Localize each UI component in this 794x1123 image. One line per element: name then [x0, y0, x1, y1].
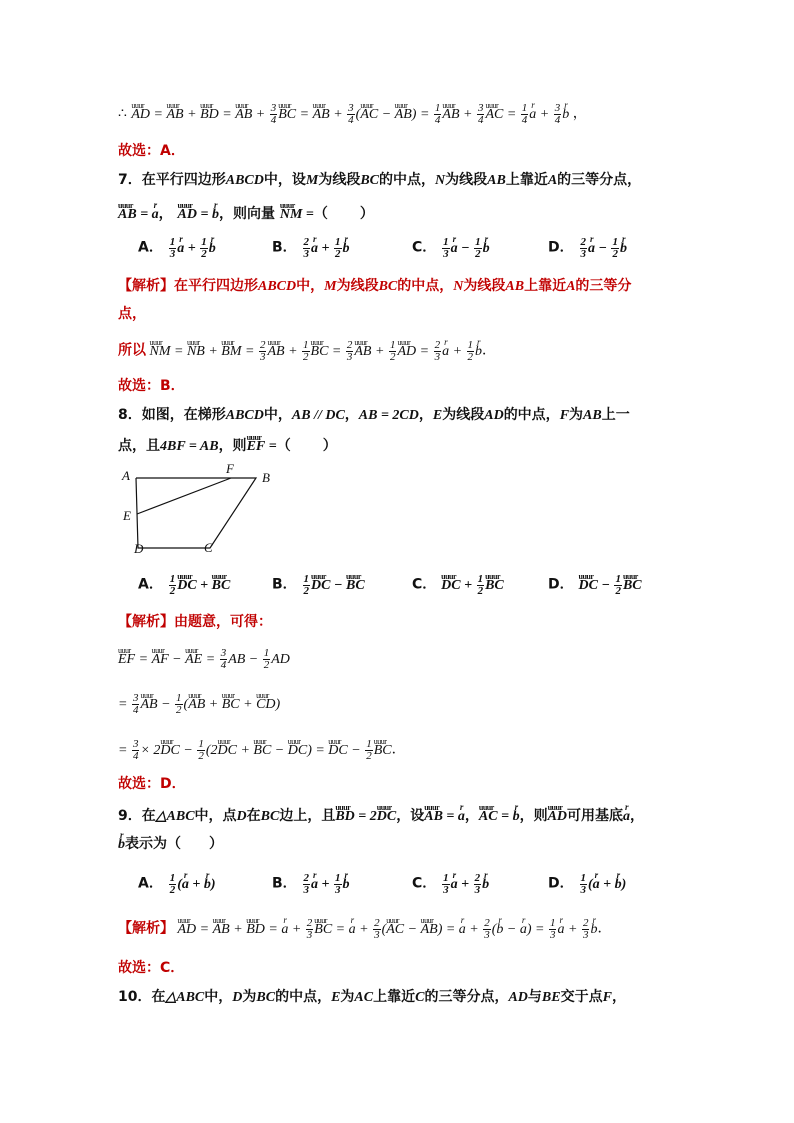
answer-6: 故选：A．: [118, 143, 185, 159]
label-b: B: [262, 470, 270, 485]
analysis-8-formula-3: = $\frac{3}{4}$ × 2uuur DC − $\frac{1}{2}$ (2uuur DC + uuur BC − uuur DC) = uuur DC − $\frac{1}{2}$ uuur BC．: [118, 739, 406, 762]
q9-option-c[interactable]: C． $\frac{1}{3}$ r a + $\frac{2}{3}$ r b: [412, 873, 489, 896]
q7-option-a[interactable]: A． $\frac{1}{3}$ r a + $\frac{1}{2}$ r b: [138, 237, 216, 260]
question-9-line-2: r b表示为（ ）: [118, 834, 223, 855]
question-8-line-2: 点，且4BF = AB，则uuur EF =（ ）: [118, 436, 337, 457]
question-8-line-1: 8．如图，在梯形ABCD中，AB // DC，AB = 2CD，E为线段AD的中点，F为AB上一: [118, 407, 630, 423]
trapezoid-outline: [136, 478, 256, 548]
question-7-line-2: uuur AB = r a， uuur AD = r b，则向量 uuur NM =（ ）: [118, 204, 374, 225]
q9-option-b[interactable]: B． $\frac{2}{3}$ r a + $\frac{1}{3}$ r b: [272, 873, 350, 896]
label-c: C: [204, 540, 213, 555]
trapezoid-figure: [118, 462, 288, 558]
q8-option-d[interactable]: D． uuur DC − $\frac{1}{2}$ uuur BC: [548, 574, 642, 597]
question-9-line-1: 9．在△ABC中，点D在BC边上，且uuur BD = 2uuur DC，设uuur AB = r a，uuur AC = r b，则uuur AD可用基底r a，: [118, 806, 644, 827]
label-f: F: [226, 462, 234, 476]
label-e: E: [123, 508, 131, 523]
answer-7: 故选：B．: [118, 378, 185, 394]
q8-option-b[interactable]: B． $\frac{1}{2}$ uuur DC − uuur BC: [272, 574, 365, 597]
analysis-8-line-1: 【解析】由题意，可得：: [118, 614, 272, 630]
q7-option-b[interactable]: B． $\frac{2}{3}$ r a + $\frac{1}{2}$ r b: [272, 237, 350, 260]
analysis-9-formula: 【解析】 uuur AD = uuur AB + uuur BD = r a + $\frac{2}{3}$ uuur BC = r a + $\frac{2}{3}$ (uuur AC − uuur AB) = r a + $\frac{2}{3}$ (r b − r a) = $\frac{1}{3}$ r a + $\frac{2}{3}$ r b．: [118, 918, 611, 941]
answer-8: 故选：D．: [118, 776, 186, 792]
answer-9: 故选：C．: [118, 960, 185, 976]
question-10-line-1: 10．在△ABC中，D为BC的中点，E为AC上靠近C的三等分点，AD与BE交于点F，: [118, 989, 626, 1005]
analysis-7-formula: 所以 uuur NM = uuur NB + uuur BM = $\frac{2}{3}$ uuur AB + $\frac{1}{2}$ uuur BC = $\frac{2}{3}$ uuur AB + $\frac{1}{2}$ uuur AD = $\frac{2}{3}$ r a + $\frac{1}{2}$ r b．: [118, 340, 496, 363]
q7-option-d[interactable]: D． $\frac{2}{3}$ r a − $\frac{1}{2}$ r b: [548, 237, 627, 260]
question-7-line-1: 7．在平行四边形ABCD中，设M为线段BC的中点，N为线段AB上靠近A的三等分点，: [118, 172, 642, 188]
q8-option-c[interactable]: C． uuur DC + $\frac{1}{2}$ uuur BC: [412, 574, 504, 597]
analysis-8-formula-1: uuur EF = uuur AF − uuur AE = $\frac{3}{4}$ AB − $\frac{1}{2}$ AD: [118, 648, 290, 671]
q8-option-a[interactable]: A． $\frac{1}{2}$ uuur DC + uuur BC: [138, 574, 230, 597]
analysis-7-line-1: 【解析】在平行四边形ABCD中，M为线段BC的中点，N为线段AB上靠近A的三等分: [118, 278, 632, 294]
label-d: D: [134, 541, 144, 556]
analysis-7-line-2: 点，: [118, 306, 146, 322]
solution-6-formula: ∴ uuur AD = uuur AB + uuur BD = uuur AB + $\frac{3}{4}$ uuur BC = uuur AB + $\frac{3}{4}$ (uuur AC − uuur AB) = $\frac{1}{4}$ uuur AB + $\frac{3}{4}$ uuur AC = $\frac{1}{4}$ r a + $\frac{3}{4}$ r b ，: [118, 103, 587, 126]
label-a: A: [122, 468, 130, 483]
analysis-8-formula-2: = $\frac{3}{4}$ uuur AB − $\frac{1}{2}$ (uuur AB + uuur BC + uuur CD): [118, 693, 280, 716]
q9-option-a[interactable]: A． $\frac{1}{2}$ (r a + r b): [138, 873, 216, 896]
q7-option-c[interactable]: C． $\frac{1}{3}$ r a − $\frac{1}{2}$ r b: [412, 237, 490, 260]
q9-option-d[interactable]: D． $\frac{1}{3}$ (r a + r b): [548, 873, 626, 896]
segment-ef: [137, 478, 231, 514]
